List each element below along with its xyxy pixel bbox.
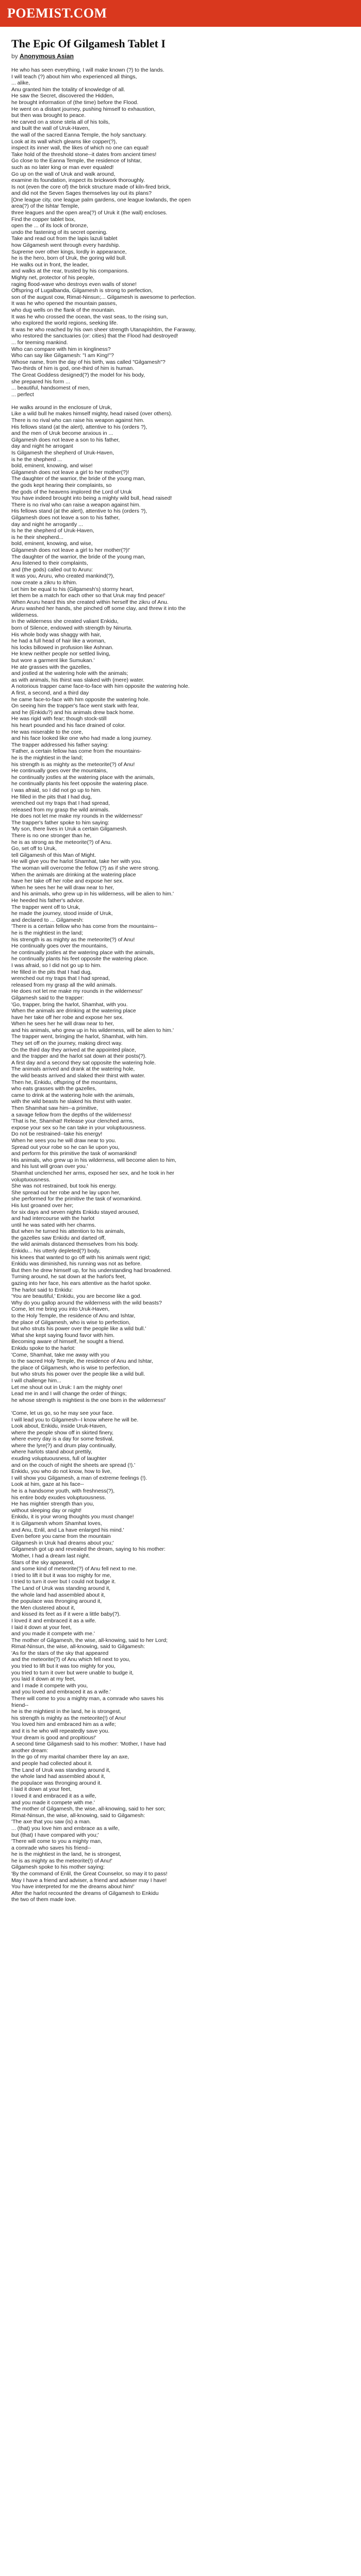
poem-line: and had intercourse with the harlot [11,1215,95,1222]
poem-line: 'That is he, Shamhat! Release your clenched arms, [11,1118,134,1125]
poem-line: Look at him, gaze at his face-- [11,1481,84,1488]
poem-line: When the animals are drinking at the watering place [11,871,136,878]
poem-line: I will show you Gilgamesh, a man of extreme feelings (!). [11,1475,147,1481]
poem-line: day and night he arrogantly ... [11,521,83,528]
poem-line: I tried to lift it but it was too mighty for me, [11,1572,111,1579]
poem-line: and Anu, Enlil, and La have enlarged his mind.' [11,1527,124,1533]
poem-line: Go close to the Eanna Temple, the residence of Ishtar, [11,158,142,164]
poem-line: and (the gods) called out to Aruru: [11,566,93,573]
poem-line: But then he drew himself up, for his understanding had broadened. [11,1267,172,1274]
poem-line: the place of Gilgamesh, who is wise to perfection, [11,1364,130,1371]
poem-line: In the wilderness she created valiant Enkidu, [11,618,119,625]
poem-line: he continually plants his feet opposite the watering place. [11,781,149,787]
poem-line: but wore a garment like Sumukan.' [11,657,95,664]
poem-line: You loved him and embraced him as a wife; [11,1721,116,1728]
poem-line: He carved on a stone stela all of his toils, [11,118,110,125]
poem-line: The mother of Gilgamesh, the wise, all-knowing, said to her son; [11,1806,166,1812]
poem-line: A second time Gilgamesh said to his mother: 'Mother, I have had [11,1741,166,1748]
poem-line: 'My son, there lives in Uruk a certain Gilgamesh. [11,826,127,833]
poem-line: he is as strong as the meteorite(?) of Anu. [11,839,112,845]
poem-line: and I made it compete with you, [11,1682,88,1689]
poem-line: Like a wild bull he makes himself mighty, head raised (over others). [11,411,173,417]
poem-line: expose your sex so he can take in your voluptuousness. [11,1124,146,1131]
poem-line: he continually jostles at the watering place with the animals, [11,949,155,956]
poem-line: let them be a match for each other so that Uruk may find peace!' [11,592,166,599]
poem-line: ... alike, [11,80,30,87]
poem-line: The trapper addressed his father saying: [11,741,109,748]
main-content [0,27,361,1925]
poem-line: who eats grasses with the gazelles, [11,1086,97,1092]
poem-stanza [11,404,350,1403]
poem-line: His fellows stand (at the alert), attentive to his (orders ?), [11,423,147,430]
poem-line: Gilgamesh does not leave a son to his father, [11,436,120,443]
poem-line: It was he who crossed the ocean, the vast seas, to the rising sun, [11,313,168,320]
poem-line: On seeing him the trapper's face went stark with fear, [11,703,139,709]
poem-line: a comrade who saves his friend-- [11,1844,91,1851]
poem-line: the Men clustered about it, [11,1604,75,1611]
poem-line: Enkidu... his utterly depleted(?) body, [11,1248,101,1255]
poem-line: you tried to turn it over but were unable to budge it, [11,1669,134,1676]
poem-line: he made the journey, stood inside of Uruk, [11,910,113,917]
poem-line: It was he who opened the mountain passes, [11,300,117,307]
poem-line: Shamhat unclenched her arms, exposed her sex, and he took in her [11,1170,174,1176]
poem-line: But when he turned his attention to his animals, [11,1228,125,1235]
poem-line: exuding voluptuousness, full of laughter [11,1455,107,1462]
poem-line: Why do you gallop around the wilderness with the wild beasts? [11,1299,162,1306]
poem-line: wrenched out my traps that I had spread, [11,975,110,982]
poem-line: and his face looked like one who had made a long journey. [11,735,152,742]
poem-line: I was afraid, so I did not go up to him. [11,962,102,969]
poem-line: He who has seen everything, I will make known (?) to the lands. [11,67,165,73]
poem-line: The woman will overcome the fellow (?) as if she were strong. [11,865,160,872]
poem-line: 'As for the stars of the sky that appeared [11,1650,109,1656]
poem-line: It was you, Aruru, who created mankind(?), [11,573,114,580]
poem-stanza [11,1410,350,1903]
poem-line: and kissed its feet as if it were a little baby(?). [11,1611,121,1618]
poem-line: The animals arrived and drank at the watering hole, [11,1066,135,1073]
poem-line: When he sees her he will draw near to her, [11,1021,114,1027]
poem-line: born of Silence, endowed with strength by Ninurta. [11,625,133,632]
poem-line: Go, set off to Uruk, [11,845,57,852]
poem-line: he is the mightiest in the land; [11,754,83,761]
poem-line: The daughter of the warrior, the bride of the young man, [11,553,145,560]
poem-line: 'There is a certain fellow who has come from the mountains-- [11,923,158,930]
poem-line: inspect its inner wall, the likes of which no one can equal! [11,145,149,151]
poem-title: The Epic Of Gilgamesh Tablet I [11,37,166,50]
poem-line: You have interpreted for me the dreams about him!' [11,1884,135,1890]
poem-line: and on the couch of night the sheets are spread (!).' [11,1462,136,1468]
poem-line: the populace was thronging around it, [11,1598,102,1605]
poem-line: she prepared his form ... [11,378,70,385]
poem-line: undo the fastening of its secret opening. [11,229,108,235]
poem-line: now create a zikru to it/him. [11,579,77,586]
poem-line: area(?) of the Ishtar Temple, [11,203,79,210]
poem-line: the whole land had assembled about it, [11,1591,106,1598]
poem-line: What she kept saying found favor with him. [11,1332,115,1338]
poem-line: It is Gilgamesh whom Shamhat loves, [11,1520,102,1527]
poem-line: Offspring of Lugalbanda, Gilgamesh is strong to perfection, [11,287,153,294]
poem-line: Let him be equal to his (Gilgamesh's) stormy heart, [11,586,134,592]
poem-line: bold, eminent, knowing, and wise! [11,463,93,469]
poem-line: he is the mightiest in the land; [11,929,83,936]
poem-line: the wild beasts arrived and slaked their thirst with water. [11,1073,145,1079]
poem-line: Gilgamesh in Uruk had dreams about you;' [11,1539,114,1546]
poem-line: The harlot said to Enkidu: [11,1286,73,1293]
poem-line: Gilgamesh said to the trapper: [11,994,84,1001]
poem-line: and walks at the rear, trusted by his companions. [11,268,129,275]
poem-line: Gilgamesh spoke to his mother saying: [11,1864,105,1871]
poem-line: he continually jostles at the watering place with the animals, [11,774,155,781]
poem-line: I loved it and embraced it as a wife, [11,1792,96,1799]
poem-line: On the third day they arrived at the appointed place, [11,1046,136,1053]
poem-line: he whose strength is mightiest is the one born in the wilderness!' [11,1397,166,1403]
poem-line: to the Holy Temple, the residence of Anu and Ishtar, [11,1313,136,1319]
site-logo[interactable]: POEMIST.COM [7,6,107,21]
poem-line: who restored the sanctuaries (or: cities) that the Flood had destroyed! [11,333,178,340]
poem-line: There will come to you a mighty man, a comrade who saves his [11,1696,164,1702]
poem-line: Who can say like Gilgamesh: "I am King!"? [11,352,114,359]
poem-line: He was miserable to the core, [11,728,83,735]
poem-body [11,67,350,1903]
poem-line: his strength is mighty as the meteorite(!) of Anu! [11,1715,126,1721]
poem-line: It was he who reached by his own sheer strength Utanapishtim, the Faraway, [11,326,196,333]
poem-line: and the men of Uruk become anxious in ... [11,430,113,437]
poem-line: he is a handsome youth, with freshness(?), [11,1488,115,1495]
poem-line: He knew neither people nor settled living, [11,651,111,657]
poem-line: and the trapper and the harlot sat down at their posts(?). [11,1053,147,1060]
poem-line: The trapper went off to Uruk, [11,904,80,910]
poem-line: ... perfect [11,391,34,398]
poem-line: such as no later king or man ever equaled! [11,164,114,171]
poem-line: how Gilgamesh went through every hardship. [11,242,120,249]
poem-line: the whole land had assembled about it, [11,1773,106,1780]
poem-line: His animals, who grew up in his wilderness, will become alien to him, [11,1157,176,1163]
poem-line: to the sacred Holy Temple, the residence of Anu and Ishtar, [11,1358,153,1365]
poem-line: and declared to ... Gilgamesh: [11,917,84,923]
poem-line: 'Come, Shamhat, take me away with you [11,1351,109,1358]
poem-line: The Land of Uruk was standing around it, [11,1585,111,1591]
poem-line: friend-- [11,1702,29,1708]
poem-line: Your dream is good and propitious!' [11,1734,96,1741]
author-link[interactable]: Anonymous Asian [20,53,74,60]
poem-line: He ate grasses with the gazelles, [11,664,91,670]
poem-line: examine its foundation, inspect its brickwork thoroughly. [11,177,145,184]
poem-line: When Aruru heard this she created within herself the zikru of Anu. [11,599,169,605]
poem-line: the gazelles saw Enkidu and darted off, [11,1234,106,1241]
poem-line: you tried to lift but it was too mighty for you, [11,1663,116,1670]
poem-line: his strength is as mighty as the meteorite(?) of Anu! [11,936,135,943]
poem-line: There is no rival who can raise his weapon against him. [11,417,144,424]
poem-line: I laid it down at your feet, [11,1786,72,1793]
poem-line: where the people show off in skirted finery, [11,1429,114,1436]
poem-line: Then Shamhat saw him--a primitive, [11,1105,99,1111]
poem-line: She was not restrained, but took his energy. [11,1183,117,1190]
poem-line: gazing into her face, his ears attentive as the harlot spoke. [11,1280,152,1287]
byline-prefix: by [11,53,18,60]
poem-line: Take hold of the threshold stone--it dates from ancient times! [11,151,157,158]
poem-line: I tried to turn it over but I could not budge it. [11,1579,116,1585]
poem-line: I will challenge him... [11,1377,61,1384]
poem-line: He has mightier strength than you, [11,1501,94,1507]
poem-line: his entire body exudes voluptuousness. [11,1494,106,1501]
poem-line: his locks billowed in profusion like Ashnan. [11,644,113,651]
poem-line: he brought information of (the time) before the Flood. [11,99,139,106]
poem-line: Look at its wall which gleams like copper(?), [11,138,117,145]
poem-line: he had a full head of hair like a woman, [11,638,106,645]
site-header [0,0,361,27]
poem-line: Who can compare with him in kingliness? [11,346,111,352]
poem-line: In the go of my marital chamber there lay an axe, [11,1754,129,1760]
poem-line: Rimat-Ninsun, the wise, all-knowing, said to Gilgamesh: [11,1812,145,1819]
poem-line: and the meteorite(?) of Anu which fell next to you, [11,1656,130,1663]
poem-line: Gilgamesh does not leave a girl to her mother(?)!' [11,547,130,553]
poem-line: He heeded his father's advice. [11,897,84,904]
poem-line: and people had collected about it. [11,1760,93,1767]
poem-line: Do not be restrained--take his energy! [11,1131,103,1138]
poem-line: Look about, Enkidu, inside Uruk-Haven, [11,1423,107,1430]
poem-line: I laid it down at your feet, [11,1624,72,1631]
poem-line: There is no rival who can raise a weapon against him. [11,501,141,508]
poem-line: He filled in the pits that I had dug, [11,969,92,975]
poem-line: ... for teeming mankind. [11,339,68,346]
poem-line: is he their shepherd... [11,534,63,540]
poem-line: the gods kept hearing their complaints, so [11,482,112,488]
poem-line: You have indeed brought into being a mighty wild bull, head raised! [11,495,172,502]
poem-line: Take and read out from the lapis lazuli tablet [11,235,118,242]
poem-line: Enkidu was diminished, his running was not as before. [11,1261,142,1267]
poem-line: who dug wells on the flank of the mountain. [11,307,116,313]
poem-line: who explored the world regions, seeking life. [11,320,118,327]
poem-line: open the ... of its lock of bronze, [11,223,88,229]
poem-line: a savage fellow from the depths of the wilderness! [11,1111,132,1118]
poem-line: He saw the Secret, discovered the Hidden, [11,93,114,99]
poem-line: A notorious trapper came face-to-face with him opposite the watering hole. [11,683,190,690]
poem-line: he is the mightiest in the land, he is strongest, [11,1851,122,1858]
poem-line: ... (that) you love him and embrace as a wife, [11,1825,120,1832]
poem-line: Enkidu, you who do not know, how to live, [11,1468,112,1475]
poem-line: He walks out in front, the leader, [11,261,89,268]
poem-line: as with animals, his thirst was slaked with (mere) water. [11,676,144,683]
poem-line: 'You are beautiful,' Enkidu, you are become like a god. [11,1293,142,1300]
poem-line: Enkidu, it is your wrong thoughts you must change! [11,1514,134,1520]
poem-line: you laid it down at my feet, [11,1676,76,1683]
poem-line: I will teach (?) about him who experienced all things, [11,73,137,80]
poem-line: the two of them made love. [11,1896,77,1903]
poem-line: tell Gilgamesh of this Man of Might. [11,852,96,858]
poem-line: 'Go, trapper, bring the harlot, Shamhat, with you. [11,1001,128,1008]
poem-line: Enkidu spoke to the harlot: [11,1345,76,1351]
poem-line: Find the copper tablet box, [11,216,76,223]
poem-line: He continually goes over the mountains, [11,943,108,950]
poem-line: and he (Enkidu?) and his animals drew back home. [11,709,135,716]
poem-line: released from my grasp the wild animals. [11,806,110,813]
poem-line: and you made it compete with me.' [11,1799,95,1806]
poem-line: Rimat-Ninsun, the wise, all-knowing, said to Gilgamesh: [11,1643,145,1650]
poem-line: He will give you the harlot Shamhat, take her with you. [11,858,142,865]
poem-line: another dream: [11,1747,48,1754]
poem-line: is he the shepherd ... [11,456,62,463]
poem-line: Supreme over other kings, lordly in appearance, [11,248,127,255]
byline [11,53,350,60]
poem-line: Spread out your robe so he can lie upon you, [11,1144,120,1150]
poem-line: A first, a second, and a third day [11,690,89,696]
poem-line: Gilgamesh does not leave a son to his father, [11,514,120,521]
poem-line: and some kind of meteorite(?) of Anu fell next to me. [11,1566,137,1572]
poem-line: Is he the shepherd of Uruk-Haven, [11,528,94,534]
poem-line: He was rigid with fear; though stock-still [11,716,107,722]
poem-line: A first day and a second they sat opposite the watering hole. [11,1059,156,1066]
poem-line: the wild animals distanced themselves from his body. [11,1241,139,1248]
poem-line: and his lust will groan over you.' [11,1163,88,1170]
poem-line: 'Mother, I had a dream last night. [11,1552,90,1559]
poem-line: wrenched out my traps that I had spread, [11,800,110,807]
poem-line: Aruru washed her hands, she pinched off some clay, and threw it into the [11,605,186,612]
poem-line: his heart pounded and his face drained of color. [11,722,126,728]
poem-line: his strength is as mighty as the meteorite(?) of Anu! [11,761,135,768]
poem-line: May I have a friend and adviser, a friend and adviser may I have! [11,1877,167,1884]
poem-line: 'Come, let us go, so he may see your face. [11,1410,114,1416]
poem-line: His fellows stand (at the alert), attentive to his (orders ?), [11,508,147,515]
poem-line: ... beautiful, handsomest of men, [11,385,90,392]
poem-line: but (that) I have compared with you;' [11,1832,99,1838]
poem-line: 'The axe that you saw (is) a man. [11,1819,91,1825]
poem-line: bold, eminent, knowing, and wise, [11,540,93,547]
poem-line: I loved it and embraced it as a wife. [11,1617,96,1624]
poem-line: Turning around, he sat down at the harlot's feet, [11,1274,126,1280]
poem-line: where harlots stand about prettily, [11,1449,92,1455]
poem-line: raging flood-wave who destroys even walls of stone! [11,281,137,287]
poem-line: The daughter of the warrior, the bride of the young man, [11,476,145,482]
poem-line: and his animals, who grew up in his wilderness, will be alien to him.' [11,1027,174,1033]
poem-line: released from my grasp all the wild animals. [11,981,117,988]
poem-line: and did not the Seven Sages themselves lay out its plans? [11,190,152,197]
poem-line: without sleeping day or night! [11,1507,82,1514]
poem-line: and his animals, who grew up in his wilderness, will be alien to him.' [11,891,174,897]
poem-line: came to drink at the watering hole with the animals, [11,1092,135,1098]
poem-line: Anu granted him the totality of knowledge of all. [11,86,125,93]
poem-line: the populace was thronging around it. [11,1780,102,1786]
poem-line: Is Gilgamesh the shepherd of Uruk-Haven, [11,450,114,456]
poem-line: 'By the command of Enlil, the Great Counselor, so may it to pass! [11,1871,168,1877]
poem-line: and jostled at the watering hole with the animals; [11,670,128,677]
poem-line: he is as mighty as the meteorite(!) of Anu!' [11,1857,112,1864]
poem-line: the place of Gilgamesh, who is wise to perfection, [11,1319,130,1326]
poem-line: with the wild beasts he slaked his thirst with water. [11,1098,132,1105]
poem-line: Is not (even the core of) the brick structure made of kiln-fired brick, [11,183,171,190]
poem-line: 'Father, a certain fellow has come from the mountains- [11,748,142,755]
poem-line: She spread out her robe and he lay upon her, [11,1189,121,1196]
poem-line: where every day is a day for some festival, [11,1436,114,1443]
poem-line: he continually plants his feet opposite the watering place. [11,956,149,962]
poem-line: Gilgamesh got up and revealed the dream, saying to his mother: [11,1546,166,1553]
poem-line: Let me shout out in Uruk: I am the mighty one! [11,1384,123,1391]
poem-line: [One league city, one league palm gardens, one league lowlands, the open [11,196,191,203]
poem-line: He does not let me make my rounds in the wilderness!' [11,813,143,820]
poem-stanza [11,67,350,398]
poem-line: He continually goes over the mountains, [11,768,108,774]
poem-line: I was afraid, so I did not go up to him. [11,787,102,793]
poem-line: he is the mightiest in the land, he is strongest, [11,1708,122,1715]
poem-line: The Great Goddess designed(?) the model for his body, [11,371,145,378]
poem-line: and it is he who will repeatedly save you. [11,1728,110,1734]
poem-line: Two-thirds of him is god, one-third of him is human. [11,365,135,372]
poem-line: but who struts his power over the people like a wild bull. [11,1371,145,1378]
poem-line: Whose name, from the day of his birth, was called "Gilgamesh"? [11,359,166,365]
poem-line: He filled in the pits that I had dug, [11,793,92,800]
poem-line: When the animals are drinking at the watering place [11,1008,136,1014]
poem-line: Even before you came from the mountain [11,1533,111,1540]
poem-line: Lead me in and I will change the order of things; [11,1391,127,1397]
poem-line: and perform for this primitive the task of womankind! [11,1150,137,1157]
poem-line: 'There will come to you a mighty man, [11,1838,102,1845]
poem-line: Anu listened to their complaints, [11,560,88,567]
poem-line: The trapper went, bringing the harlot, Shamhat, with him. [11,1033,148,1040]
poem-line: but who struts his power over the people like a wild bull.' [11,1326,146,1332]
poem-line: When he sees you he will draw near to you. [11,1137,117,1144]
poem-line: day and night he arrogant [11,443,73,450]
poem-line: He does not let me make my rounds in the wilderness!' [11,988,143,995]
poem-line: There is no one stronger than he, [11,833,92,839]
poem-line: Mighty net, protector of his people, [11,275,95,281]
poem-line: and you loved and embraced it as a wife.' [11,1689,111,1696]
poem-line: The mother of Gilgamesh, the wise, all-knowing, said to her Lord; [11,1637,168,1643]
poem-line: the gods of the heavens implored the Lord of Uruk [11,488,132,495]
poem-line: he is the hero, born of Uruk, the goring wild bull. [11,255,126,262]
poem-line: I will lead you to Gilgamesh--I know where he will be. [11,1416,139,1423]
poem-line: and built the wall of Uruk-Haven, [11,125,90,132]
poem-line: son of the august cow, Rimat-Ninsun;... Gilgamesh is awesome to perfection. [11,294,196,300]
poem-line: Then he, Enkidu, offspring of the mountains, [11,1079,118,1086]
poem-line: The trapper's father spoke to him saying: [11,819,109,826]
poem-line: wilderness. [11,612,39,618]
poem-line: The Land of Uruk was standing around it, [11,1767,111,1773]
poem-line: When he sees her he will draw near to her, [11,884,114,891]
poem-line: They set off on the journey, making direct way. [11,1040,123,1047]
poem-line: Stars of the sky appeared, [11,1559,75,1566]
poem-line: she performed for the primitive the task of womankind. [11,1196,142,1202]
poem-line: After the harlot recounted the dreams of Gilgamesh to Enkidu [11,1890,159,1896]
poem-line: His whole body was shaggy with hair, [11,631,101,638]
poem-line: Gilgamesh does not leave a girl to her mother(?)! [11,469,129,476]
poem-line: and you made it compete with me.' [11,1631,95,1637]
poem-line: Come, let me bring you into Uruk-Haven, [11,1306,110,1313]
poem-line: but then was brought to peace. [11,112,86,119]
poem-line: His lust groaned over her; [11,1202,74,1209]
poem-line: the wall of the sacred Eanna Temple, the holy sanctuary. [11,131,147,138]
poem-line: have her take off her robe and expose her sex. [11,1014,124,1021]
poem-line: Go up on the wall of Uruk and walk around, [11,171,116,177]
poem-line: have her take off her robe and expose her sex. [11,878,124,885]
poem-line: voluptuousness. [11,1176,51,1183]
poem-line: until he was sated with her charms. [11,1222,96,1228]
poem-line: three leagues and the open area(?) of Uruk it (the wall) encloses. [11,210,168,216]
poem-line: He walks around in the enclosure of Uruk, [11,404,112,411]
poem-line: Becoming aware of himself, he sought a friend. [11,1338,124,1345]
poem-line: He went on a distant journey, pushing himself to exhaustion, [11,106,156,112]
poem-line: his knees that wanted to go off with his animals went rigid; [11,1254,151,1261]
poem-line: for six days and seven nights Enkidu stayed aroused, [11,1209,140,1215]
poem-line: he came face-to-face with him opposite the watering hole. [11,696,150,703]
poem-line: where the lyre(?) and drum play continually, [11,1442,116,1449]
